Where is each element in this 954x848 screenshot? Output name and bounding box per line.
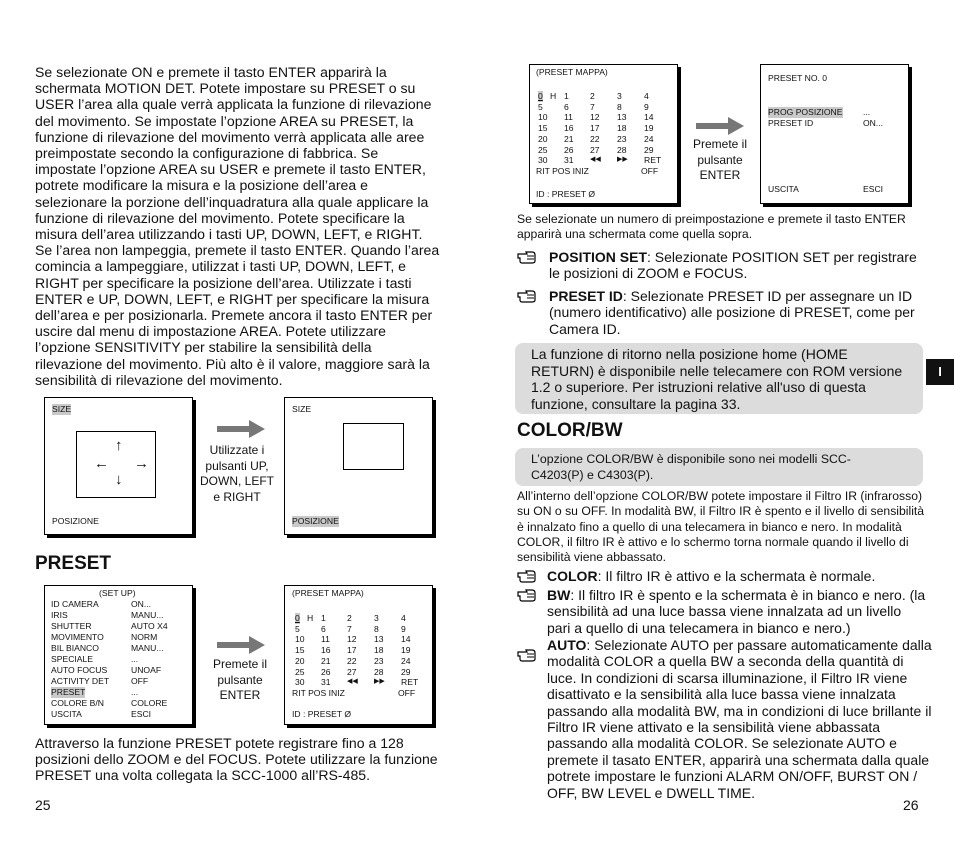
preset-cell: 4: [401, 613, 406, 623]
preset-cell: 25: [538, 144, 548, 155]
setup-item-label: ID CAMERA: [51, 599, 99, 609]
preset-id-readout: ID : PRESET Ø: [536, 189, 596, 199]
esci: ESCI: [863, 184, 884, 194]
preset-cell: 18: [374, 645, 384, 656]
setup-item-label: USCITA: [51, 709, 82, 719]
preset-cell: 31: [321, 677, 331, 688]
setup-screen: [44, 585, 193, 725]
preset-cell: 12: [347, 634, 357, 645]
preset-cell: 27: [347, 666, 357, 677]
preset-cell: 28: [374, 666, 384, 677]
preset-cell: ▶▶: [374, 678, 385, 686]
preset-cell: 21: [564, 133, 574, 144]
posizione-label: POSIZIONE: [52, 516, 99, 526]
preset-cell: 30: [538, 155, 548, 166]
preset-cell: 0: [295, 613, 300, 623]
arrow-down-icon: ↓: [115, 471, 123, 488]
preset-cell: 20: [295, 655, 305, 666]
preset-cell: 23: [617, 133, 627, 144]
preset-cell: 22: [590, 133, 600, 144]
preset-cell: 3: [617, 91, 622, 101]
setup-item-value: MANU...: [131, 643, 164, 653]
setup-item-label: AUTO FOCUS: [51, 665, 108, 675]
preset-cell: ▶▶: [617, 156, 628, 164]
intro-paragraph: Se selezionate ON e premete il tasto ENTER apparirà la schermata MOTION DET. Potete impostare su PRESET o su USER l’area alla quale verrà applicata la funzione di rilevazione del movimento. Se impostate l’opzione AREA su PRESET, la funzione di rilevazione del movimento verrà applicata alle aree preimpostate secondo la configurazione di fabbrica. Se impostate l’opzione AREA su USER e premete il tasto ENTER, potrete modificare la misura e la posizione dell’area e selezionare la porzione dell’inquadratura alla quale applicare la funzione di rilevazione del movimento. Potete specificare la misura dell’area utilizzando i tasti UP, DOWN, LEFT, e RIGHT. Se l’area non lampeggia, premete il tasto ENTER. Quando l’area comincia a lampeggiare, utilizzat i tasti UP, DOWN, LEFT, e RIGHT per specificare la posizione dell’area. Utilizzate i tasti ENTER e UP, DOWN, LEFT, e RIGHT per specificare la misura dell’area e per posizionarla. Premete ancora il tasto ENTER per uscire dal menu di impostazione AREA. Potete utilizzare l’opzione SENSITIVITY per stabilire la sensibilità della rilevazione del movimento. Più alto è il valore, maggiore sarà la sensibilità di rilevazione del movimento.: [35, 64, 440, 388]
preset-cell: 15: [295, 645, 305, 656]
size-label: SIZE: [292, 404, 312, 414]
preset-id: PRESET ID: [768, 118, 814, 128]
preset-cell: 6: [321, 623, 326, 634]
preset-cell: 8: [617, 101, 622, 112]
preset-cell: 0: [538, 91, 543, 101]
size-label: SIZE: [52, 404, 72, 414]
setup-item-value: ON...: [131, 599, 152, 609]
setup-item-label: PRESET: [51, 687, 86, 697]
preset-cell: H: [307, 613, 314, 623]
home-return-note: La funzione di ritorno nella posizione home (HOME RETURN) è disponibile nelle telecamere con ROM versione 1.2 o superiore. Per istruzioni relative all'uso di questa funzione, consultare la pagina 33.: [515, 343, 923, 414]
pointing-hand-icon: [517, 568, 541, 584]
setup-item-label: IRIS: [51, 610, 68, 620]
right-arrow-icon: [217, 635, 267, 655]
size-caption: Utilizzate i pulsanti UP, DOWN, LEFT e RIGHT: [200, 443, 274, 504]
setup-title: (SET UP): [99, 588, 136, 598]
size-screen-box: [284, 397, 433, 535]
preset-cell: 15: [538, 123, 548, 134]
color-paragraph: All’interno dell’opzione COLOR/BW potete impostare il Filtro IR (infrarosso) su ON o su OFF. In modalità BW, il Filtro IR è spento e il livello di sensibilità è innalzato fino a quello di una telecamera in bianco e nero. In modalità COLOR, il filtro IR è attivo e lo schermo torna normale quando il livello di sensibilità viene abbassato.: [517, 489, 925, 565]
outro-paragraph: Attraverso la funzione PRESET potete registrare fino a 128 posizioni dello ZOOM e del FOCUS. Potete utilizzare la funzione PRESET una volta collegata la SCC-1000 all’RS-485.: [35, 735, 438, 784]
preset-cell: 1: [564, 91, 569, 101]
map-title: (PRESET MAPPA): [292, 588, 364, 598]
preset-cell: 24: [644, 133, 654, 144]
preset-cell: 17: [590, 123, 600, 134]
term: COLOR: [547, 568, 598, 584]
preset-cell: 27: [590, 144, 600, 155]
preset-no-title: PRESET NO. 0: [768, 73, 828, 83]
preset-cell: 26: [564, 144, 574, 155]
preset-cell: 25: [295, 666, 305, 677]
preset-cell: 3: [374, 613, 379, 623]
language-tab: I: [926, 359, 954, 385]
preset-map-screen: [284, 585, 433, 725]
rit-pos-iniz: RIT POS INIZ: [292, 688, 345, 698]
setup-item-value: NORM: [131, 632, 158, 642]
setup-item-label: MOVIMENTO: [51, 632, 104, 642]
setup-item-value: UNOAF: [131, 665, 162, 675]
preset-cell: 24: [401, 655, 411, 666]
term: BW: [547, 587, 571, 603]
rit-pos-iniz: RIT POS INIZ: [536, 166, 589, 176]
term: PRESET ID: [549, 288, 623, 304]
preset-heading: PRESET: [35, 553, 112, 574]
setup-item-value: OFF: [131, 676, 149, 686]
setup-item-value: ESCI: [131, 709, 152, 719]
pointing-hand-icon: [517, 587, 541, 603]
preset-cell: 16: [564, 123, 574, 134]
setup-item-value: MANU...: [131, 610, 164, 620]
term: AUTO: [547, 637, 587, 653]
size-screen-arrows: [44, 397, 193, 535]
arrow-up-icon: ↑: [115, 437, 123, 454]
preset-cell: 5: [295, 623, 300, 634]
preset-cell: 19: [644, 123, 654, 134]
preset-cell: 9: [644, 101, 649, 112]
preset-cell: 29: [401, 666, 411, 677]
enter-caption: Premete il pulsante ENTER: [692, 137, 748, 182]
pointing-hand-icon: [517, 249, 541, 265]
preset-cell: 4: [644, 91, 649, 101]
right-arrow-icon: [217, 419, 267, 439]
setup-item-label: COLORE B/N: [51, 698, 105, 708]
preset-cell: 10: [538, 112, 548, 123]
bullet-preset-id: PRESET ID: Selezionate PRESET ID per assegnare un ID (numero identificativo) alle posizione di PRESET, come per Camera ID.: [517, 288, 927, 337]
pointing-hand-icon: [517, 288, 541, 304]
preset-cell: 13: [374, 634, 384, 645]
preset-cell: 20: [538, 133, 548, 144]
enter-caption: Premete il pulsante ENTER: [212, 657, 268, 702]
rit-off: OFF: [398, 688, 416, 698]
preset-cell: 16: [321, 645, 331, 656]
preset-cell: 6: [564, 101, 569, 112]
setup-item-label: BIL BIANCO: [51, 643, 99, 653]
page-number-right: 26: [903, 797, 919, 813]
preset-cell: 22: [347, 655, 357, 666]
page-number-left: 25: [35, 797, 51, 813]
arrow-right-icon: →: [134, 455, 149, 472]
posizione-label: POSIZIONE: [292, 516, 339, 526]
bullet-position-set: POSITION SET: Selezionate POSITION SET per registrare le posizioni di ZOOM e FOCUS.: [517, 249, 927, 282]
preset-cell: 17: [347, 645, 357, 656]
setup-item-value: ...: [131, 654, 139, 664]
pointing-hand-icon: [517, 647, 541, 663]
preset-cell: 7: [347, 623, 352, 634]
preset-cell: ◀◀: [347, 678, 358, 686]
setup-item-value: ...: [131, 687, 139, 697]
preset-cell: 13: [617, 112, 627, 123]
select-paragraph: Se selezionate un numero di preimpostazione e premete il tasto ENTER apparirà una schermata come quella sopra.: [517, 212, 906, 242]
preset-cell: 31: [564, 155, 574, 166]
preset-cell: 14: [644, 112, 654, 123]
preset-cell: 5: [538, 101, 543, 112]
preset-cell: 12: [590, 112, 600, 123]
term: POSITION SET: [549, 249, 648, 265]
preset-cell: 2: [347, 613, 352, 623]
preset-cell: 18: [617, 123, 627, 134]
color-bw-heading: COLOR/BW: [517, 420, 623, 441]
area-box: [343, 423, 404, 470]
setup-item-label: SHUTTER: [51, 621, 92, 631]
preset-id-value: ON...: [863, 118, 884, 128]
prog-posizione: PROG POSIZIONE: [768, 107, 843, 117]
setup-item-value: AUTO X4: [131, 621, 168, 631]
bullet-bw: BW: Il filtro IR è spento e la schermata è in bianco e nero. (la sensibilità ad una luce bassa viene innalzata ad un livello pari a quello di una telecamera in bianco e nero.): [517, 587, 927, 636]
preset-cell: ◀◀: [590, 156, 601, 164]
preset-cell: RET: [401, 677, 419, 688]
arrow-left-icon: ←: [94, 455, 109, 472]
preset-cell: 9: [401, 623, 406, 634]
preset-cell: 1: [321, 613, 326, 623]
preset-cell: 11: [564, 112, 573, 123]
right-arrow-icon: [696, 116, 746, 136]
setup-item-label: ACTIVITY DET: [51, 676, 110, 686]
prog-posizione-value: ...: [863, 107, 871, 117]
preset-cell: H: [550, 91, 557, 101]
setup-item-label: SPECIALE: [51, 654, 94, 664]
preset-id-readout: ID : PRESET Ø: [292, 709, 352, 719]
uscita: USCITA: [768, 184, 799, 194]
preset-cell: 23: [374, 655, 384, 666]
preset-cell: 10: [295, 634, 305, 645]
preset-cell: 26: [321, 666, 331, 677]
preset-no-screen: [760, 64, 909, 204]
bullet-color: COLOR: Il filtro IR è attivo e la schermata è normale.: [517, 568, 927, 584]
preset-cell: 29: [644, 144, 654, 155]
map-title: (PRESET MAPPA): [536, 67, 608, 77]
rit-off: OFF: [641, 166, 659, 176]
preset-map-screen: [529, 64, 678, 204]
bullet-auto: AUTO: Selezionate AUTO per passare automaticamente dalla modalità COLOR a quella BW a seconda della quantità di luce. In condizioni di scarsa illuminazione, il Filtro IR viene disattivato e la sensibilità alla luce bassa viene innalzata passando alla modalità BW, ma in condizioni di luce brillante il Filtro IR viene attivato e la sensibilità viene abbassata passando alla modalità COLOR. Se selezionate AUTO e premete il tasato ENTER, apparirà una schermata dalla quale potrete impostare le funzioni ALARM ON/OFF, BURST ON / OFF, BW LEVEL e DWELL TIME.: [517, 637, 927, 801]
preset-cell: 2: [590, 91, 595, 101]
preset-cell: 11: [321, 634, 330, 645]
preset-cell: 28: [617, 144, 627, 155]
preset-cell: 21: [321, 655, 331, 666]
preset-cell: 19: [401, 645, 411, 656]
preset-cell: 14: [401, 634, 411, 645]
preset-cell: 8: [374, 623, 379, 634]
preset-cell: 30: [295, 677, 305, 688]
preset-cell: 7: [590, 101, 595, 112]
preset-cell: RET: [644, 155, 662, 166]
color-model-note: L’opzione COLOR/BW è disponibile sono nei modelli SCC-C4203(P) e C4303(P).: [515, 448, 923, 486]
setup-item-value: COLORE: [131, 698, 168, 708]
